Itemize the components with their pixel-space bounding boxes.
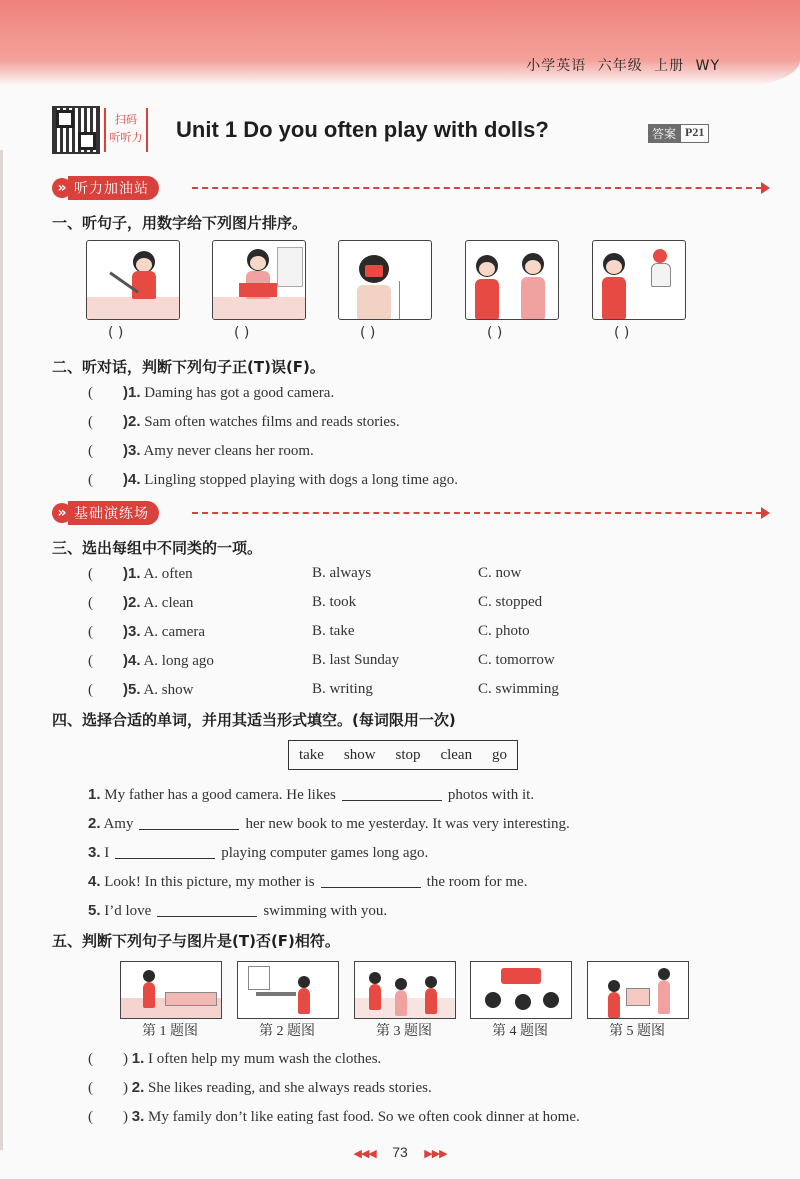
q5-heading: 五、判断下列句子与图片是(T)否(F)相符。 bbox=[52, 932, 340, 950]
dashed-divider bbox=[192, 512, 762, 514]
q2-item-4: ( )4. Lingling stopped playing with dogs a long time ago. bbox=[88, 471, 458, 488]
q1-picture-4-two-girls bbox=[465, 240, 559, 320]
q3-item-1-c: C. now bbox=[478, 565, 522, 581]
page-title: Unit 1 Do you often play with dolls? bbox=[176, 117, 549, 142]
banner-label: 基础演练场 bbox=[68, 501, 159, 525]
arrow-icon: » bbox=[52, 503, 72, 523]
q3-item-4-c: C. tomorrow bbox=[478, 652, 555, 668]
fill-blank[interactable] bbox=[342, 800, 442, 801]
q3-item-2-c: C. stopped bbox=[478, 594, 543, 610]
word-bank-item: stop bbox=[395, 746, 421, 763]
word-bank-item: show bbox=[343, 746, 376, 763]
q1-answer-paren-1[interactable]: ( ) bbox=[108, 325, 124, 341]
q3-item-1: ( )1. A. often bbox=[88, 565, 193, 582]
q2-item-1: ( )1. Daming has got a good camera. bbox=[88, 384, 335, 401]
q3-item-3: ( )3. A. camera bbox=[88, 623, 206, 640]
q2-item-3: ( )3. Amy never cleans her room. bbox=[88, 442, 314, 459]
q3-item-2: ( )2. A. clean bbox=[88, 594, 194, 611]
q3-item-4-b: B. last Sunday bbox=[312, 652, 400, 668]
answer-tag bbox=[648, 124, 709, 143]
page-number: 73 bbox=[392, 1144, 408, 1160]
fill-blank[interactable] bbox=[321, 887, 421, 888]
word-bank-item: take bbox=[298, 746, 324, 763]
scan-line-1: 扫码 bbox=[115, 113, 137, 126]
answer-label: 答案 bbox=[648, 124, 680, 143]
q5-picture-2 bbox=[237, 961, 339, 1019]
q4-heading: 四、选择合适的单词，并用其适当形式填空。(每词限用一次) bbox=[52, 711, 456, 729]
answer-page: P21 bbox=[680, 124, 709, 143]
q4-item-3: 3. I playing computer games long ago. bbox=[88, 844, 429, 861]
word-bank-item: go bbox=[492, 746, 508, 763]
q1-answer-paren-3[interactable]: ( ) bbox=[360, 325, 376, 341]
q5-picture-3 bbox=[354, 961, 456, 1019]
fill-blank[interactable] bbox=[115, 858, 215, 859]
q5-picture-4 bbox=[470, 961, 572, 1019]
section-banner-listening bbox=[52, 176, 159, 200]
page-footer bbox=[0, 1144, 800, 1161]
qr-code-icon[interactable] bbox=[52, 106, 100, 154]
scan-line-2: 听听力 bbox=[109, 131, 143, 144]
word-bank-item: clean bbox=[440, 746, 473, 763]
q2-heading: 二、听对话，判断下列句子正(T)误(F)。 bbox=[52, 358, 325, 376]
dashed-divider bbox=[192, 187, 762, 189]
arrow-icon: » bbox=[52, 178, 72, 198]
page-header-band bbox=[0, 0, 800, 86]
scan-label bbox=[104, 108, 148, 152]
q2-item-2: ( )2. Sam often watches films and reads stories. bbox=[88, 413, 400, 430]
q5-caption-1: 第 1 题图 bbox=[142, 1024, 198, 1039]
q1-answer-paren-4[interactable]: ( ) bbox=[487, 325, 503, 341]
q3-item-5-c: C. swimming bbox=[478, 681, 559, 697]
q3-item-3-b: B. take bbox=[312, 623, 355, 639]
word-bank bbox=[288, 740, 518, 770]
q1-picture-1-mopping bbox=[86, 240, 180, 320]
q5-caption-4: 第 4 题图 bbox=[492, 1024, 548, 1039]
fill-blank[interactable] bbox=[157, 916, 257, 917]
q5-picture-5 bbox=[587, 961, 689, 1019]
left-arrows-icon: ◀◀◀ bbox=[353, 1147, 376, 1160]
q5-item-1: ( ) 1. I often help my mum wash the clothes. bbox=[88, 1050, 382, 1067]
q3-item-4: ( )4. A. long ago bbox=[88, 652, 214, 669]
fill-blank[interactable] bbox=[139, 829, 239, 830]
right-arrows-icon: ▶▶▶ bbox=[424, 1147, 447, 1160]
q3-heading: 三、选出每组中不同类的一项。 bbox=[52, 539, 263, 557]
q4-item-4: 4. Look! In this picture, my mother is the room for me. bbox=[88, 873, 528, 890]
q5-item-3: ( ) 3. My family don’t like eating fast food. So we often cook dinner at home. bbox=[88, 1108, 580, 1125]
q1-answer-paren-5[interactable]: ( ) bbox=[614, 325, 630, 341]
q5-item-2: ( ) 2. She likes reading, and she always reads stories. bbox=[88, 1079, 432, 1096]
q3-item-5-b: B. writing bbox=[312, 681, 373, 697]
q3-item-2-b: B. took bbox=[312, 594, 357, 610]
q4-item-1: 1. My father has a good camera. He likes photos with it. bbox=[88, 786, 535, 803]
q3-item-1-b: B. always bbox=[312, 565, 372, 581]
q1-answer-paren-2[interactable]: ( ) bbox=[234, 325, 250, 341]
q5-caption-2: 第 2 题图 bbox=[259, 1024, 315, 1039]
q1-picture-3-camera bbox=[338, 240, 432, 320]
q5-caption-3: 第 3 题图 bbox=[376, 1024, 432, 1039]
section-banner-practice bbox=[52, 501, 159, 525]
q1-picture-2-reading bbox=[212, 240, 306, 320]
q4-item-2: 2. Amy her new book to me yesterday. It was very interesting. bbox=[88, 815, 570, 832]
grade-line: 小学英语 六年级 上册 WY bbox=[526, 58, 720, 74]
q5-caption-5: 第 5 题图 bbox=[609, 1024, 665, 1039]
q5-picture-1 bbox=[120, 961, 222, 1019]
page-edge bbox=[0, 150, 3, 1150]
banner-label: 听力加油站 bbox=[68, 176, 159, 200]
q4-item-5: 5. I’d love swimming with you. bbox=[88, 902, 388, 919]
q3-item-5: ( )5. A. show bbox=[88, 681, 194, 698]
q3-item-3-c: C. photo bbox=[478, 623, 530, 639]
q1-heading: 一、听句子，用数字给下列图片排序。 bbox=[52, 214, 308, 232]
q1-picture-5-doll bbox=[592, 240, 686, 320]
